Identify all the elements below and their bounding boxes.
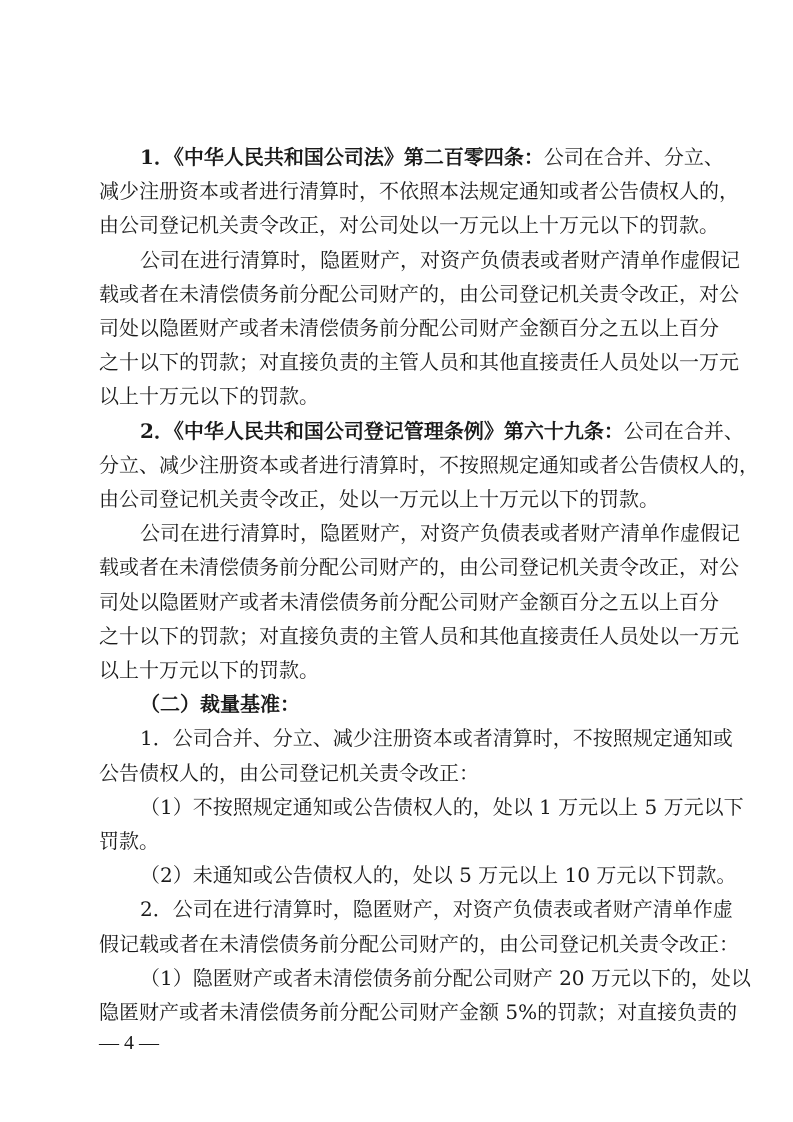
text-line (140, 897, 733, 922)
line-text: 假记载或者在未清偿债务前分配公司财产的，由公司登记机关责令改正： (99, 931, 739, 956)
text-line (140, 692, 700, 716)
bold-heading: （二）裁量基准： (140, 692, 300, 717)
line-text: 罚款。 (99, 829, 159, 853)
line-text: 公司在合并、 (623, 418, 744, 443)
text-line (140, 863, 737, 888)
text-line (99, 1000, 738, 1024)
text-line (140, 145, 724, 169)
text-line (140, 418, 744, 443)
line-text: 司处以隐匿财产或者未清偿债务前分配公司财产金额百分之五以上百分 (99, 589, 719, 614)
text-line (140, 247, 740, 272)
line-text: （1）隐匿财产或者未清偿债务前分配公司财产 20 万元以下的，处以 (140, 965, 751, 990)
line-text: 之十以下的罚款；对直接负责的主管人员和其他直接责任人员处以一万元 (99, 350, 739, 375)
line-text: 以上十万元以下的罚款。 (99, 658, 319, 682)
line-text: 由公司登记机关责令改正，处以一万元以上十万元以下的罚款。 (99, 487, 659, 511)
text-line (99, 452, 759, 477)
text-line (99, 213, 719, 238)
bold-heading: 1．《中华人民共和国公司法》第二百零四条： (140, 145, 544, 169)
text-line (99, 179, 739, 204)
text-line (140, 794, 744, 819)
line-text: 分立、减少注册资本或者进行清算时，不按照规定通知或者公告债权人的， (99, 452, 759, 477)
line-text: 减少注册资本或者进行清算时，不依照本法规定通知或者公告债权人的， (99, 179, 739, 204)
text-line (99, 658, 700, 682)
line-text: 公司在合并、分立、 (543, 145, 724, 169)
line-text: 载或者在未清偿债务前分配公司财产的，由公司登记机关责令改正，对公 (99, 555, 739, 580)
text-line (99, 384, 700, 408)
text-line (99, 555, 739, 580)
line-text: 司处以隐匿财产或者未清偿债务前分配公司财产金额百分之五以上百分 (99, 316, 719, 340)
text-line (99, 281, 739, 306)
bold-heading: 2．《中华人民共和国公司登记管理条例》第六十九条： (140, 418, 624, 443)
page-number: — 4 — (99, 1032, 159, 1054)
line-text: 公司在进行清算时，隐匿财产，对资产负债表或者财产清单作虚假记 (140, 247, 740, 272)
text-line (99, 761, 700, 785)
line-text: 公司在进行清算时，隐匿财产，对资产负债表或者财产清单作虚假记 (140, 521, 740, 546)
line-text: 之十以下的罚款；对直接负责的主管人员和其他直接责任人员处以一万元 (99, 623, 739, 648)
line-text: 载或者在未清偿债务前分配公司财产的，由公司登记机关责令改正，对公 (99, 281, 739, 306)
line-text: 2．公司在进行清算时，隐匿财产，对资产负债表或者财产清单作虚 (140, 897, 733, 922)
text-line (99, 931, 739, 956)
text-line (99, 350, 739, 375)
line-text: 1．公司合并、分立、减少注册资本或者清算时，不按照规定通知或 (140, 726, 733, 751)
line-text: （1）不按照规定通知或公告债权人的，处以 1 万元以上 5 万元以下 (140, 794, 744, 819)
text-line (140, 726, 733, 751)
line-text: （2）未通知或公告债权人的，处以 5 万元以上 10 万元以下罚款。 (140, 863, 737, 888)
text-line (140, 965, 751, 990)
text-line (99, 316, 719, 340)
text-line (99, 623, 739, 648)
line-text: 由公司登记机关责令改正，对公司处以一万元以上十万元以下的罚款。 (99, 213, 719, 238)
text-line (99, 589, 719, 614)
text-line (99, 829, 700, 853)
line-text: 以上十万元以下的罚款。 (99, 384, 319, 409)
text-line (99, 487, 700, 511)
text-line (140, 521, 740, 546)
line-text: 隐匿财产或者未清偿债务前分配公司财产金额 5%的罚款；对直接负责的 (99, 1000, 738, 1024)
line-text: 公告债权人的，由公司登记机关责令改正： (99, 760, 479, 785)
